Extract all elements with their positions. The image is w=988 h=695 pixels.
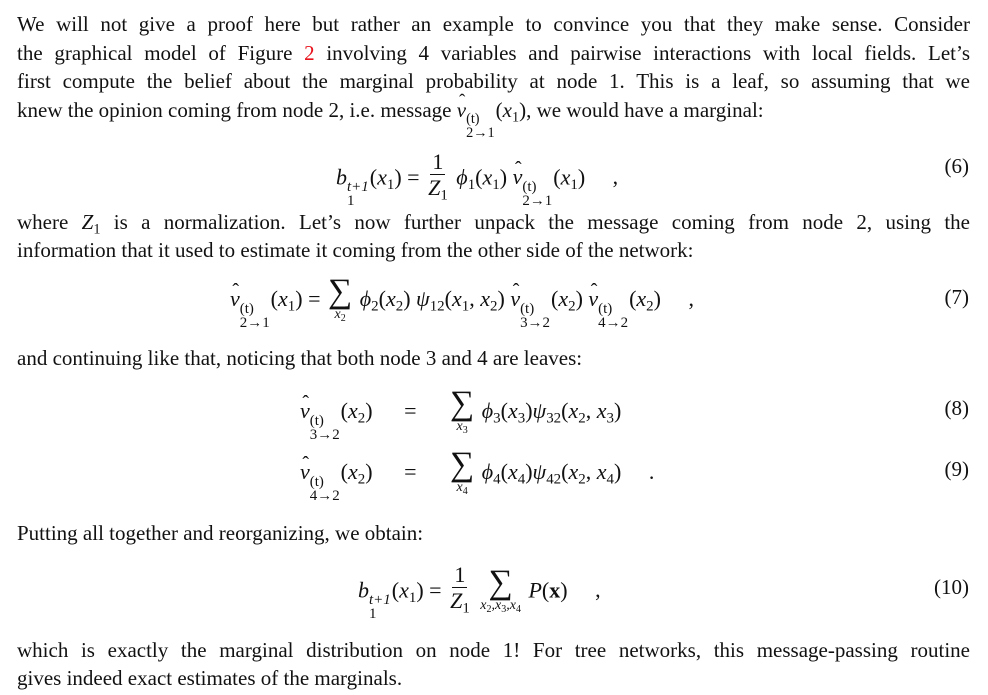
- paragraph-1-line-3: first compute the belief about the marginal probability at node 1. This is a leaf, so assuming that we: [17, 69, 970, 93]
- equation-number-8: (8): [944, 396, 969, 420]
- paragraph-5-line-2: gives indeed exact estimates of the marginals.: [17, 666, 403, 690]
- paragraph-5-line-1: which is exactly the marginal distribution on node 1! For tree networks, this message-passing routine: [17, 638, 970, 662]
- equation-10: b t+1 1 $(x_1)$ = $\frac{1}{Z_1}$ ∑ $x_2,x_3,x_4$ P(x) ,: [358, 562, 601, 623]
- paragraph-1-line-1: We will not give a proof here but rather an example to convince you that they make sense. Consider: [17, 12, 970, 36]
- text: involving 4 variables and pairwise interactions with local fields. Let’s: [314, 41, 970, 65]
- equation-number-7: (7): [944, 285, 969, 309]
- text: where: [17, 210, 82, 234]
- summation: ∑ $x_2,x_3,x_4$: [480, 564, 521, 616]
- paragraph-2-line-2: information that it used to estimate it coming from the other side of the network:: [17, 238, 694, 262]
- fraction: $\frac{1}{Z_1}$: [428, 149, 448, 204]
- fraction: $\frac{1}{Z_1}$: [450, 562, 470, 617]
- equation-number-9: (9): [944, 457, 969, 481]
- paragraph-1-line-2: [17, 39, 970, 67]
- inline-math-message: ˆ v (t) 2→1 $(x_1)$: [457, 98, 526, 122]
- paragraph-3-line-1: and continuing like that, noticing that both node 3 and 4 are leaves:: [17, 346, 583, 370]
- paragraph-4-line-1: Putting all together and reorganizing, we obtain:: [17, 521, 424, 545]
- summation: ∑ $x_3$: [450, 385, 475, 436]
- equation-number-10: (10): [934, 575, 969, 599]
- equation-number-6: (6): [944, 154, 969, 178]
- summation: ∑ $x_2$: [328, 273, 353, 324]
- equation-7: ˆ v (t) 2→1 $(x_1)$ = ∑ $x_2$ $\phi_2(x_2)$ $\psi_{12}(x_1$, $x_2$) ˆ v (t) 3→2 $(x_2)$ ˆ v (t) 4→2 $(x_2)$ ,: [230, 276, 694, 330]
- text: , we would have a marginal:: [526, 98, 764, 122]
- equation-6: b t+1 1 $(x_1)$ = $\frac{1}{Z_1}$ $\phi_1(x_1)$ ˆ v (t) 2→1 $(x_1)$ ,: [336, 150, 618, 208]
- inline-math-z1: $Z_1$: [81, 210, 101, 238]
- paragraph-1-line-4: [17, 96, 764, 141]
- equation-8: ˆ v (t) 3→2 $(x_2)$ = ∑ $x_3$ $\phi_3(x_3)\psi_{32}(x_2$, $x_3$): [300, 388, 621, 442]
- text: is a normalization. Let’s now further unpack the message coming from node 2, using the: [100, 210, 970, 234]
- equation-9: ˆ v (t) 4→2 $(x_2)$ = ∑ $x_4$ $\phi_4(x_4)\psi_{42}(x_2$, $x_4$) .: [300, 449, 654, 503]
- summation: ∑ $x_4$: [450, 446, 475, 497]
- text: knew the opinion coming from node 2, i.e. message: [17, 98, 457, 122]
- text: the graphical model of Figure: [17, 41, 305, 65]
- figure-reference-link[interactable]: 2: [304, 41, 315, 65]
